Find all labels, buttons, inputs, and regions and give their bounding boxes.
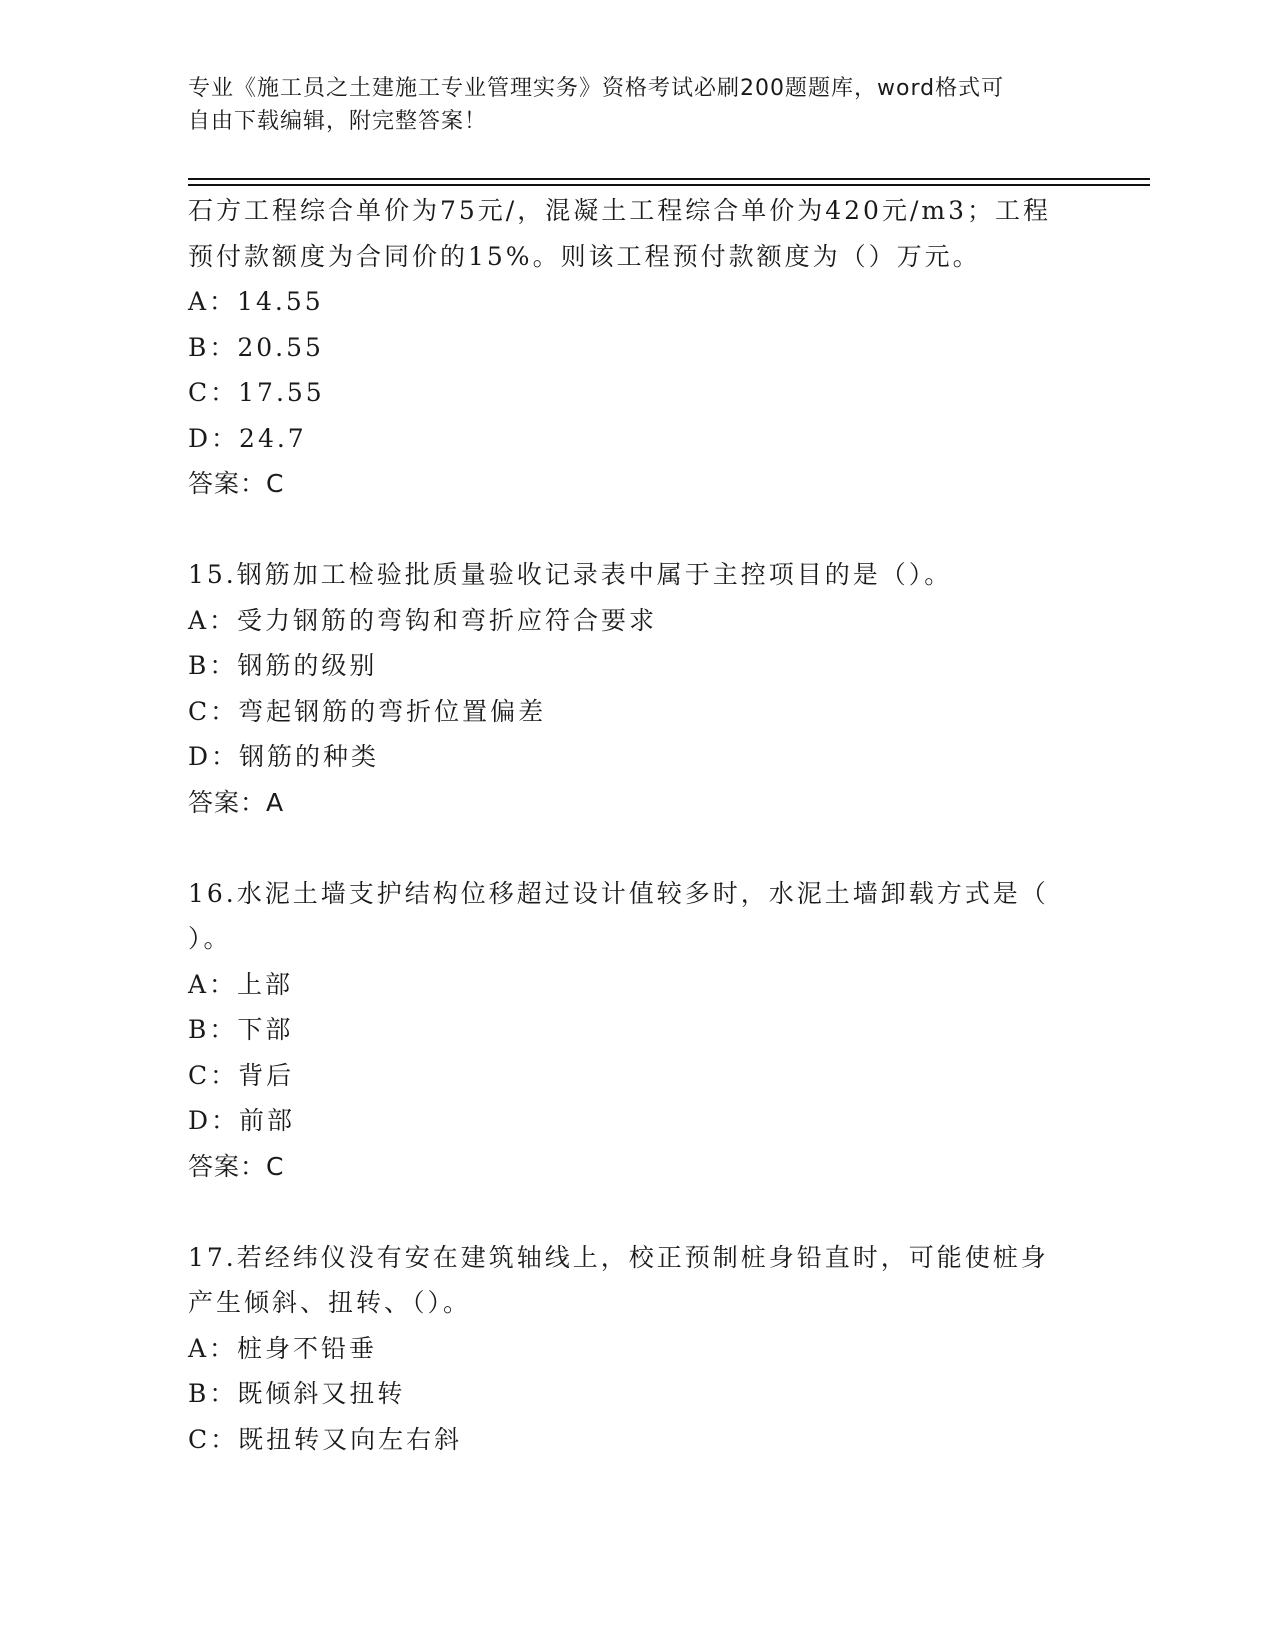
answer-line: 答案：C: [188, 1151, 285, 1181]
header-divider-bottom: [188, 184, 1150, 186]
option-b: B：既倾斜又扭转: [188, 1379, 406, 1408]
header-title-line-2: 自由下载编辑，附完整答案！: [188, 109, 488, 134]
answer-line: 答案：C: [188, 469, 285, 498]
option-c: C：弯起钢筋的弯折位置偏差: [188, 696, 547, 726]
question-stem-line: 产生倾斜、扭转、（）。: [188, 1288, 472, 1317]
question-14: [188, 188, 1088, 507]
question-stem-line: ）。: [188, 924, 232, 953]
question-17: [188, 1235, 1088, 1463]
question-stem-line: 预付款额度为合同价的15%。则该工程预付款额度为（）万元。: [188, 241, 981, 271]
option-c: C：既扭转又向左右斜: [188, 1424, 463, 1454]
question-stem-line: 17.若经纬仪没有安在建筑轴线上，校正预制桩身铅直时，可能使桩身: [188, 1242, 1049, 1272]
document-header: [188, 72, 1088, 138]
option-a: A：14.55: [188, 287, 324, 316]
option-c: C：17.55: [188, 378, 325, 407]
option-d: D：前部: [188, 1106, 296, 1135]
option-d: D：24.7: [188, 423, 307, 453]
option-b: B：下部: [188, 1015, 294, 1044]
header-title-line-1: 专业《施工员之土建施工专业管理实务》资格考试必刷200题题库，word格式可: [188, 76, 1005, 101]
option-a: A：受力钢筋的弯钩和弯折应符合要求: [188, 605, 658, 635]
option-a: A：上部: [188, 969, 294, 999]
question-stem-line: 16.水泥土墙支护结构位移超过设计值较多时，水泥土墙卸载方式是（: [188, 878, 1049, 908]
option-d: D：钢筋的种类: [188, 742, 380, 771]
answer-line: 答案：A: [188, 787, 285, 817]
option-a: A：桩身不铅垂: [188, 1333, 378, 1363]
option-b: B：20.55: [188, 332, 324, 362]
question-stem-line: 15.钢筋加工检验批质量验收记录表中属于主控项目的是（）。: [188, 560, 953, 589]
question-list: [188, 188, 1088, 1462]
option-b: B：钢筋的级别: [188, 651, 378, 680]
question-stem-line: 石方工程综合单价为75元/，混凝土工程综合单价为420元/m3；工程: [188, 196, 1051, 225]
option-c: C：背后: [188, 1060, 295, 1090]
question-15: [188, 552, 1088, 825]
header-divider-top: [188, 178, 1150, 180]
question-16: [188, 871, 1088, 1190]
